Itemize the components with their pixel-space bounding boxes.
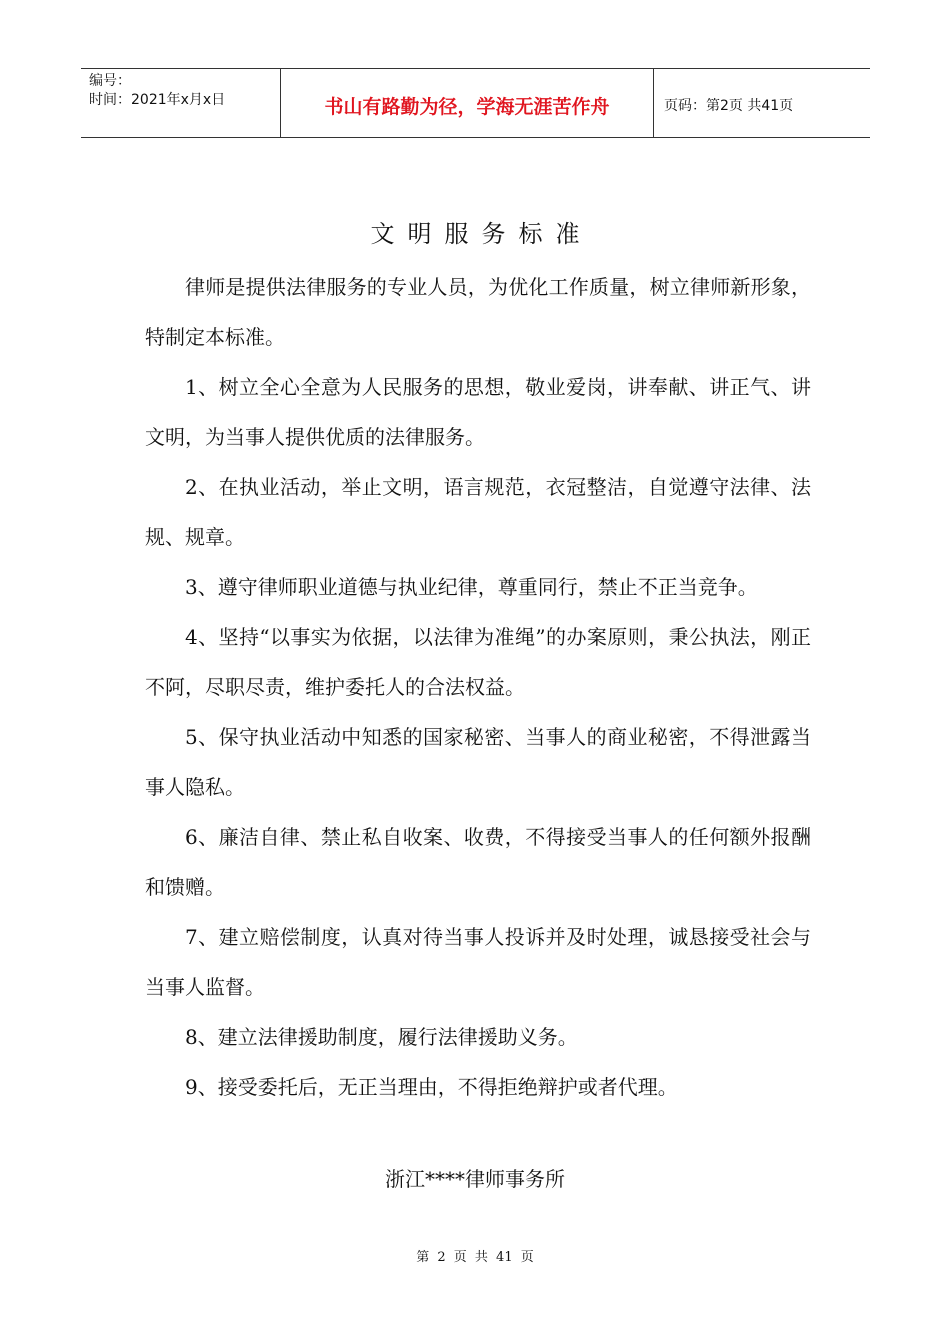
header-page-info: 页码：第2页 共41页 — [664, 98, 794, 114]
header-motto-cell — [281, 69, 654, 137]
rule-paragraph-3: 3、遵守律师职业道德与执业纪律，尊重同行，禁止不正当竞争。 — [185, 575, 758, 599]
rule-paragraph-8: 8、建立法律援助制度，履行法律援助义务。 — [185, 1025, 578, 1049]
rule-paragraph-1: 1、树立全心全意为人民服务的思想，敬业爱岗，讲奉献、讲正气、讲文明，为当事人提供优质的法律服务。 — [145, 375, 811, 449]
header-table — [81, 68, 870, 138]
header-motto: 书山有路勤为径，学海无涯苦作舟 — [324, 95, 610, 118]
document-body — [145, 262, 811, 1112]
rule-paragraph-6: 6、廉洁自律、禁止私自收案、收费，不得接受当事人的任何额外报酬和馈赠。 — [145, 825, 811, 899]
intro-paragraph: 律师是提供法律服务的专业人员，为优化工作质量，树立律师新形象，特制定本标准。 — [145, 275, 811, 349]
header-meta-cell — [81, 69, 281, 137]
document-title: 文明服务标准 — [370, 220, 593, 248]
rule-paragraph-2: 2、在执业活动，举止文明，语言规范，衣冠整洁，自觉遵守法律、法规、规章。 — [145, 475, 811, 549]
rule-paragraph-7: 7、建立赔偿制度，认真对待当事人投诉并及时处理，诚恳接受社会与当事人监督。 — [145, 925, 811, 999]
document-number-label: 编号： — [89, 73, 131, 89]
header-page-cell — [654, 69, 870, 137]
rule-paragraph-5: 5、保守执业活动中知悉的国家秘密、当事人的商业秘密，不得泄露当事人隐私。 — [145, 725, 811, 799]
rule-paragraph-4: 4、坚持“以事实为依据，以法律为准绳”的办案原则，秉公执法，刚正不阿，尽职尽责，维护委托人的合法权益。 — [145, 625, 811, 699]
rule-paragraph-9: 9、接受委托后，无正当理由，不得拒绝辩护或者代理。 — [185, 1075, 678, 1099]
page-footer: 第 2 页 共 41 页 — [416, 1250, 534, 1265]
signature: 浙江****律师事务所 — [385, 1167, 565, 1191]
document-time-label: 时间：2021年x月x日 — [89, 92, 226, 108]
